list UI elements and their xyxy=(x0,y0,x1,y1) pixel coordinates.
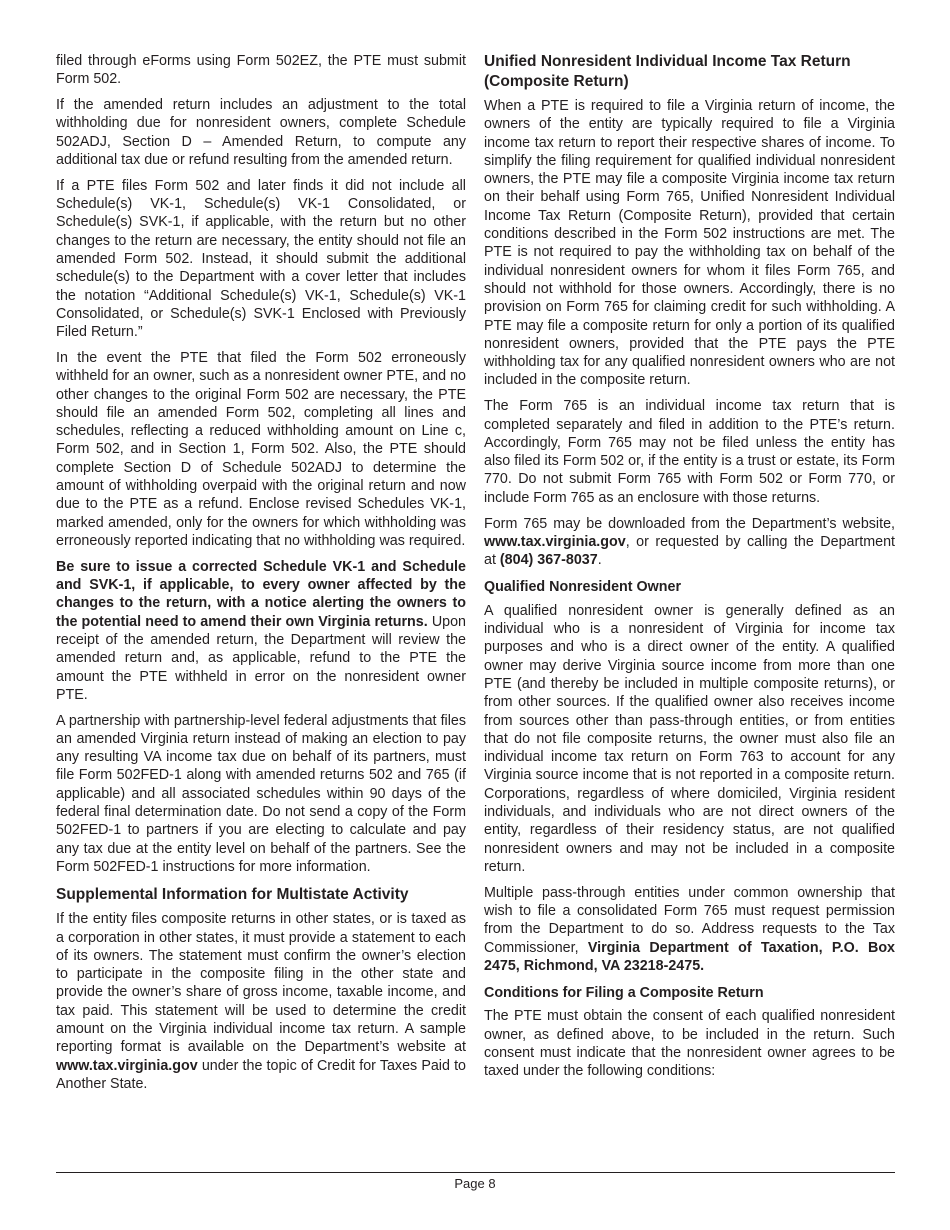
right-column xyxy=(484,52,895,1088)
corrected-schedule-notice: Be sure to issue a corrected Schedule VK-1 and Schedule and SVK-1, if applicable, to every owner affected by the changes to the return, with a notice alerting the owners to the potential need to amend their own Virginia returns. xyxy=(56,558,466,630)
multistate-text-b: under the topic of Credit for Taxes Paid to Another State. xyxy=(56,1057,466,1092)
download-text-b: , or requested by calling the Department at xyxy=(484,533,895,569)
phone-number: (804) 367-8037 xyxy=(499,552,598,569)
heading-supplemental-multistate: Supplemental Information for Multistate Activity xyxy=(56,886,409,904)
heading-composite-return: Unified Nonresident Individual Income Tax Return (Composite Return) xyxy=(484,53,851,90)
paragraph-partnership-adjustments: A partnership with partnership-level federal adjustments that files an amended Virginia return instead of making an election to pay any resulting VA income tax due on behalf of its partners, must file Form 502FED-1 along with amended returns 502 and 765 (if applicable) and all associated schedules within 90 days of the federal final determination date. Do not send a copy of the Form 502FED-1 to partners if you are electing to calculate and pay any tax due at the entity level on behalf of the partners. See the Form 502FED-1 instructions for more information. xyxy=(56,712,466,875)
download-text-a: Form 765 may be downloaded from the Department’s website, xyxy=(484,515,895,532)
website-link[interactable]: www.tax.virginia.gov xyxy=(484,533,626,550)
paragraph-amended-withholding: If the amended return includes an adjustment to the total withholding due for nonresident owners, complete Schedule 502ADJ, Section D – Amended Return, to compute any additional tax due or refund resulting from the amended return. xyxy=(56,97,466,168)
consolidated-text: Multiple pass-through entities under common ownership that wish to file a consolidated Form 765 must request permission from the Department to do so. Address requests to the Tax Commissioner, xyxy=(484,884,895,956)
download-text-c: . xyxy=(597,552,602,569)
website-link[interactable]: www.tax.virginia.gov xyxy=(56,1057,198,1074)
heading-qualified-owner: Qualified Nonresident Owner xyxy=(484,579,682,596)
department-address: Virginia Department of Taxation, P.O. Box 2475, Richmond, VA 23218-2475. xyxy=(484,939,896,974)
paragraph-form-765: The Form 765 is an individual income tax return that is completed separately and filed in addition to the PTE’s return. Accordingly, Form 765 may not be filed unless the entity has also filed its Form 502 or, if the entity is a trust or estate, its Form 770. Do not submit Form 765 with Form 502 or Form 770, or include Form 765 as an enclosure with those returns. xyxy=(484,398,895,506)
left-column xyxy=(56,52,466,1101)
paragraph-eforms: filed through eForms using Form 502EZ, the PTE must submit Form 502. xyxy=(56,53,466,88)
paragraph-corrected-schedule xyxy=(56,558,466,704)
paragraph-owner-consent: The PTE must obtain the consent of each qualified nonresident owner, as defined above, to be included in the return. Such consent must indicate that the nonresident owner agrees to be taxed under the following conditions: xyxy=(484,1008,895,1080)
paragraph-missing-schedules: If a PTE files Form 502 and later finds it did not include all Schedule(s) VK-1, Schedule(s) VK-1 Consolidated, or Schedule(s) SVK-1, if applicable, with the return but no other changes to the return are necessary, the entity should not file an amended Form 502. Instead, it should submit the additional schedule(s) to the Department with a cover letter that includes the notation “Additional Schedule(s) VK-1, Schedule(s) VK-1 Consolidated, or Schedule(s) SVK-1 Enclosed with Previously Filed Return.” xyxy=(56,177,466,341)
paragraph-multistate-statement xyxy=(56,910,466,1093)
corrected-schedule-rest: Upon receipt of the amended return, the Department will review the amended return and, as applicable, refund to the PTE the amount the PTE withheld in error on the nonresident owner PTE. xyxy=(56,613,466,703)
paragraph-erroneous-withholding: In the event the PTE that filed the Form 502 erroneously withheld for an owner, such as a nonresident owner PTE, and no other changes to the original Form 502 are necessary, the PTE should file an amended Form 502, completing all lines and schedules, reflecting a reduced withholding amount on Line c, Form 502, and in Section 1, Form 502. Also, the PTE should complete Section D of Schedule 502ADJ to determine the amount of withholding overpaid with the original return and now due to the PTE as a refund. Enclose revised Schedules VK-1, marked amended, only for the owners for which withholding was erroneously reported indicating that no withholding was required. xyxy=(56,349,466,549)
paragraph-composite-intro: When a PTE is required to file a Virginia return of income, the owners of the entity are typically required to file a Virginia income tax return to report their respective shares of income. To simplify the filing requirement for qualified individual nonresident owners, the PTE may file a composite Virginia income tax return on their behalf using Form 765, Unified Nonresident Individual Income Tax Return (Composite Return), provided that certain conditions described in the Form 502 instructions are met. The PTE is not required to pay the withholding tax on behalf of the individual nonresident owners for whom it files Form 765, and should not withhold for those owners. Accordingly, there is no provision on Form 765 for claiming credit for such withholding. A PTE may file a composite return for only a portion of its qualified nonresident owners, provided that the PTE pays the PTE withholding tax for any qualified nonresident owners who are not included in the composite return. xyxy=(484,98,895,389)
heading-filing-conditions: Conditions for Filing a Composite Return xyxy=(484,985,764,1002)
multistate-text-a: If the entity files composite returns in other states, or is taxed as a corporation in other states, it must provide a statement to each of its owners. The statement must confirm the owner’s election to participate in the composite filing in the other state and provide the owner’s share of gross income, taxable income, and tax paid. This statement will be used to determine the credit amount on the Virginia individual income tax return. A sample reporting format is available on the Department’s website at xyxy=(56,911,466,1056)
footer-divider xyxy=(56,1172,895,1173)
paragraph-qualified-owner: A qualified nonresident owner is generally defined as an individual who is a nonresident of Virginia for income tax purposes and who is a direct owner of the entity. A qualified owner may derive Virginia source income from more than one PTE (and thereby be included in multiple composite returns), or from other sources. If the qualified owner also receives income from sources other than pass-through entities, or from entities that do not file composite returns, the owner must also file an individual income tax return on Form 763 to account for any Virginia source income that is not reported in a composite return. Corporations, regardless of where domiciled, Virginia resident individuals, and individuals who are not direct owners of the entity, regardless of their residency status, are not qualified nonresident owners and may not be included in a composite return. xyxy=(484,602,895,875)
paragraph-download-form xyxy=(484,515,895,570)
page-number: Page 8 xyxy=(454,1176,496,1191)
paragraph-consolidated-request xyxy=(484,884,895,975)
